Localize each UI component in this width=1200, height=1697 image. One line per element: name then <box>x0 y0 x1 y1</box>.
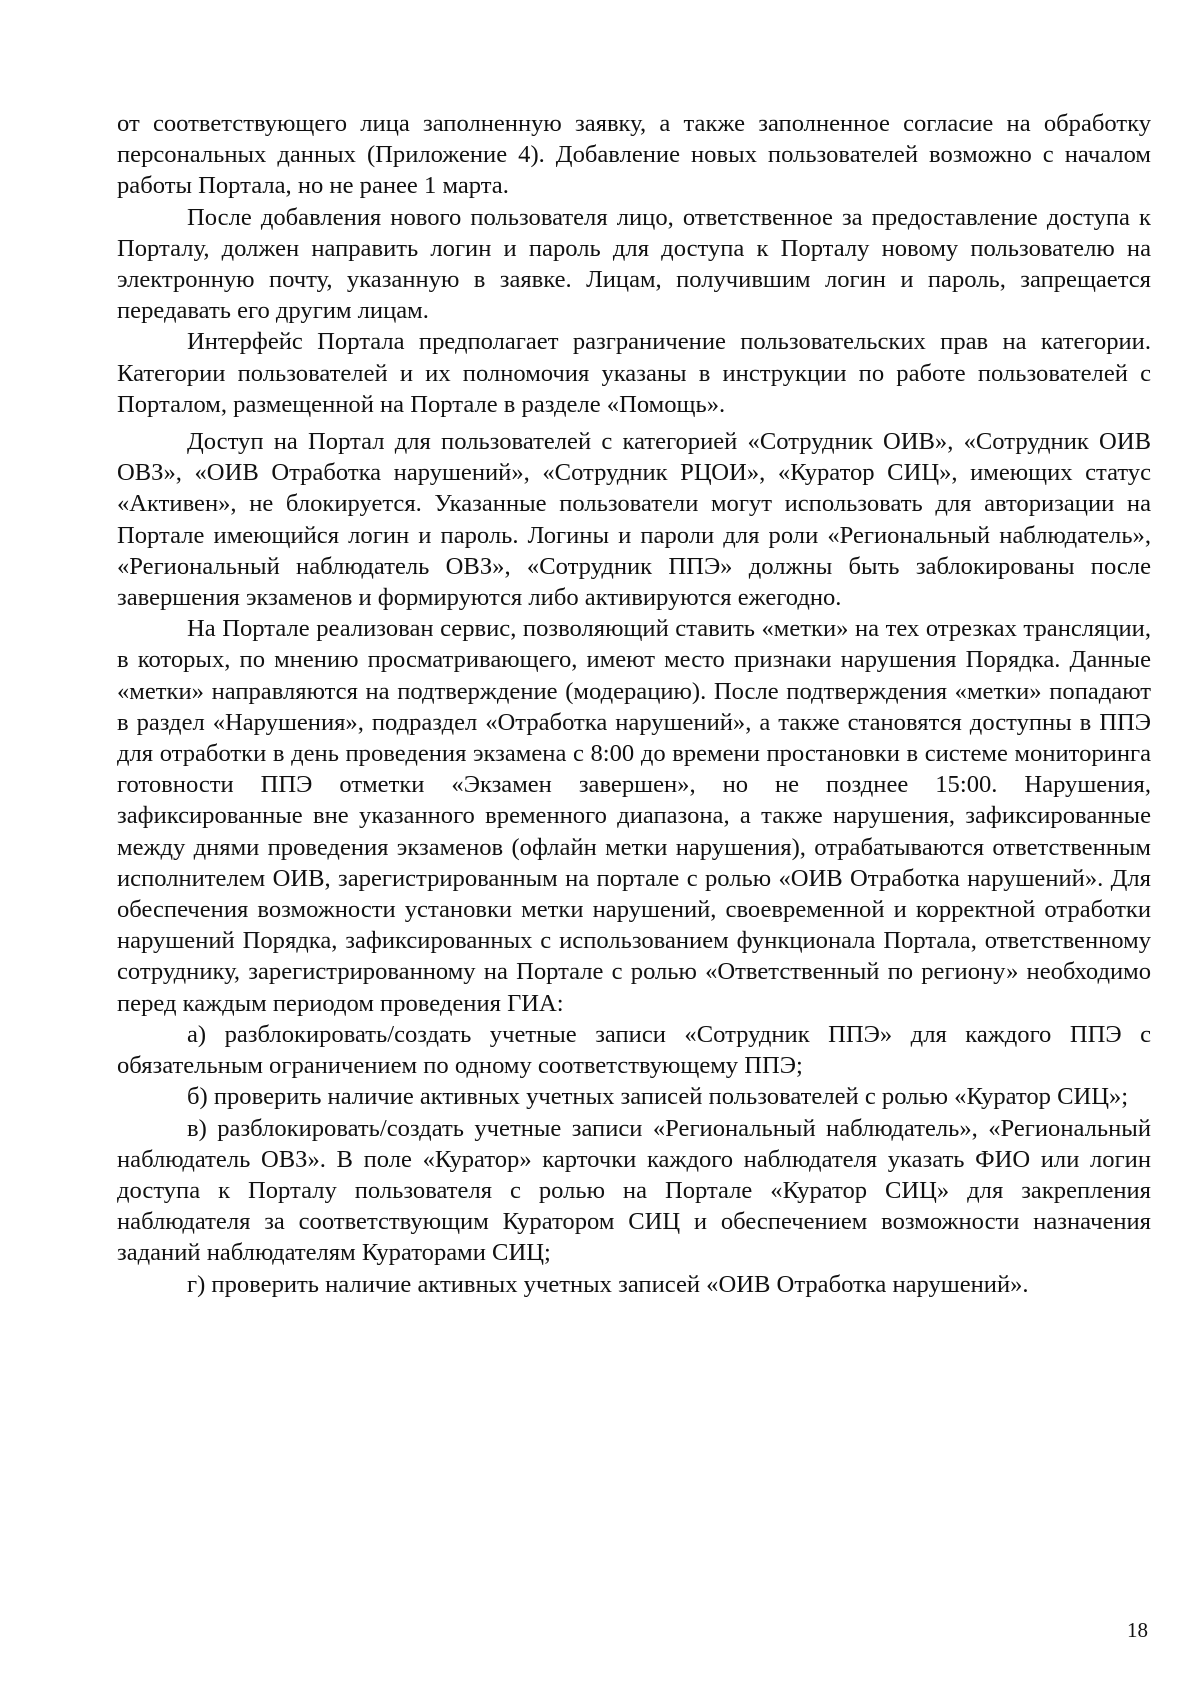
paragraph-new-user-credentials: После добавления нового пользователя лицо, ответственное за предоставление доступа к Порталу, должен направить логин и пароль для доступа к Порталу новому пользователю на электронную почту, указанную в заявке. Лицам, получившим логин и пароль, запрещается передавать его другим лицам. <box>117 203 1151 325</box>
paragraph-interface-roles: Интерфейс Портала предполагает разграничение пользовательских прав на категории. Категории пользователей и их полномочия указаны в инструкции по работе пользователей с Порталом, размещенной на Портале в разделе «Помощь». <box>117 328 1151 418</box>
document-body <box>117 108 1151 1300</box>
paragraph-continuation: от соответствующего лица заполненную заявку, а также заполненное согласие на обработку персональных данных (Приложение 4). Добавление новых пользователей возможно с началом работы Портала, но не ранее 1 марта. <box>117 110 1151 200</box>
list-item-d: г) проверить наличие активных учетных записей «ОИВ Отработка нарушений». <box>187 1270 1029 1298</box>
paragraph-access-categories: Доступ на Портал для пользователей с категорией «Сотрудник ОИВ», «Сотрудник ОИВ ОВЗ», «ОИВ Отработка нарушений», «Сотрудник РЦОИ», «Куратор СИЦ», имеющих статус «Активен», не блокируется. Указанные пользователи могут использовать для авторизации на Портале имеющийся логин и пароль. Логины и пароли для роли «Региональный наблюдатель», «Региональный наблюдатель ОВЗ», «Сотрудник ППЭ» должны быть заблокированы после завершения экзаменов и формируются либо активируются ежегодно. <box>117 428 1151 612</box>
paragraph-marks-service: На Портале реализован сервис, позволяющий ставить «метки» на тех отрезках трансляции, в которых, по мнению просматривающего, имеют место признаки нарушения Порядка. Данные «метки» направляются на подтверждение (модерацию). После подтверждения «метки» попадают в раздел «Нарушения», подраздел «Отработка нарушений», а также становятся доступны в ППЭ для отработки в день проведения экзамена с 8:00 до времени простановки в системе мониторинга готовности ППЭ отметки «Экзамен завершен», но не позднее 15:00. Нарушения, зафиксированные вне указанного временного диапазона, а также нарушения, зафиксированные между днями проведения экзаменов (офлайн метки нарушения), отрабатываются ответственным исполнителем ОИВ, зарегистрированным на портале с ролью «ОИВ Отработка нарушений». Для обеспечения возможности установки метки нарушений, своевременной и корректной отработки нарушений Порядка, зафиксированных с использованием функционала Портала, ответственному сотруднику, зарегистрированному на Портале с ролью «Ответственный по региону» необходимо перед каждым периодом проведения ГИА: <box>117 615 1151 1017</box>
list-item-b: б) проверить наличие активных учетных записей пользователей с ролью «Куратор СИЦ»; <box>187 1083 1129 1111</box>
list-item-c: в) разблокировать/создать учетные записи «Региональный наблюдатель», «Региональный наблюдатель ОВЗ». В поле «Куратор» карточки каждого наблюдателя указать ФИО или логин доступа к Порталу пользователя с ролью на Портале «Куратор СИЦ» для закрепления наблюдателя за соответствующим Куратором СИЦ и обеспечением возможности назначения заданий наблюдателям Кураторами СИЦ; <box>117 1114 1151 1267</box>
list-item-a: а) разблокировать/создать учетные записи «Сотрудник ППЭ» для каждого ППЭ с обязательным ограничением по одному соответствующему ППЭ; <box>117 1020 1151 1080</box>
page-number: 18 <box>1127 1618 1148 1642</box>
